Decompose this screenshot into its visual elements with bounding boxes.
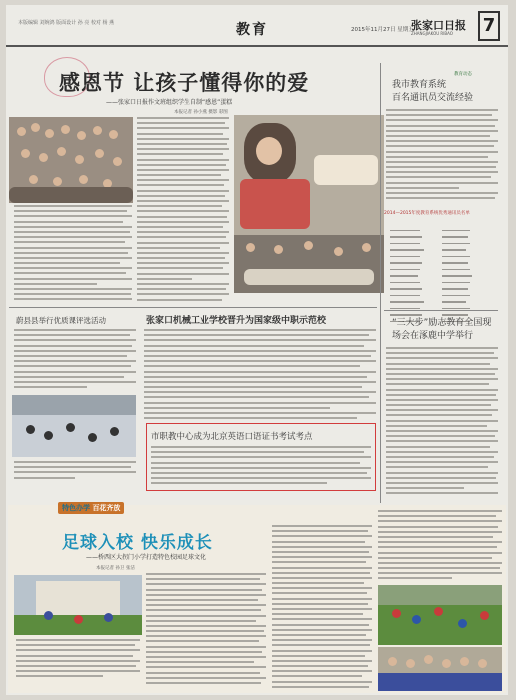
article1-body-left [14,205,132,303]
photo-caption [14,461,136,493]
sidebar-divider [384,310,498,311]
highlight-body [151,446,371,488]
article1-byline: 本报记者 孙小燕 摄影 彩图 [174,110,228,115]
girl-with-cake-photo [234,115,384,235]
article1-subtitle: ——张家口日报作文班组织学生自制“感恩”蛋糕 [106,99,233,106]
page-number: 7 [478,11,500,41]
highlight-title: 市职教中心成为北京英语口语证书考试考点 [151,432,313,442]
feature-subtitle: ——桥西区大拐门小学打造特色校园足球文化 [86,554,207,561]
feature-body-middle [146,573,266,691]
feature-title: 足球入校 快乐成长 [62,533,213,553]
sidebar-article1-body [386,109,498,199]
feature-tag-part2: 百花齐放 [92,504,121,512]
feature-body-far-right [378,510,502,580]
sidebar-article2-body [386,347,498,497]
feature-tag [58,502,124,514]
article3-body [14,329,136,391]
sidebar-headline1-line2: 百名通讯员交流经验 [392,93,474,103]
students-cooking-photo [234,235,384,293]
feature-body-right [272,525,372,691]
newspaper-logo: 张家口日报 [411,19,466,32]
feature-tag-part1: 特色办学 [62,504,90,512]
highlighted-article [146,423,376,491]
editor-info: 本版编辑 刘婉鸿 版面设计 孙 亮 校对 杨 燕 [18,20,115,26]
article1-body-right [137,117,229,303]
correspondent-table [384,210,496,318]
football-match-photo [378,585,502,645]
table-caption: 2014—2015年度教育系统优秀通讯员名单 [384,211,470,216]
sidebar-headline2-line2: 场会在涿鹿中学举行 [392,331,474,341]
column-divider [380,63,381,503]
students-group-photo [378,647,502,691]
sidebar-headline2-line1: “三大步”励志教育全国现 [392,318,492,328]
issue-date: 2015年11月27日 星期五 [351,27,414,33]
newspaper-page [6,5,508,695]
sidebar-tag: 教育动态 [454,72,472,77]
page-header [6,5,508,47]
section-divider [9,307,377,308]
ice-rink-photo [12,395,136,457]
newspaper-logo-en: ZHANGJIAKOU RIBAO [411,31,453,36]
children-group-photo [9,117,133,203]
article2-title: 张家口机械工业学校晋升为国家级中职示范校 [146,316,327,326]
article3-title: 蔚县县举行优质课评选活动 [16,316,106,325]
feature-byline: 本报记者 孙卫 张洁 [96,566,135,571]
article1-title: 感恩节 让孩子懂得你的爱 [59,70,310,95]
feature-body-left [16,639,140,691]
article2-body [144,329,376,419]
school-building-photo [14,575,142,635]
sidebar-headline1-line1: 我市教育系统 [392,80,447,90]
section-title: 教育 [236,22,268,38]
